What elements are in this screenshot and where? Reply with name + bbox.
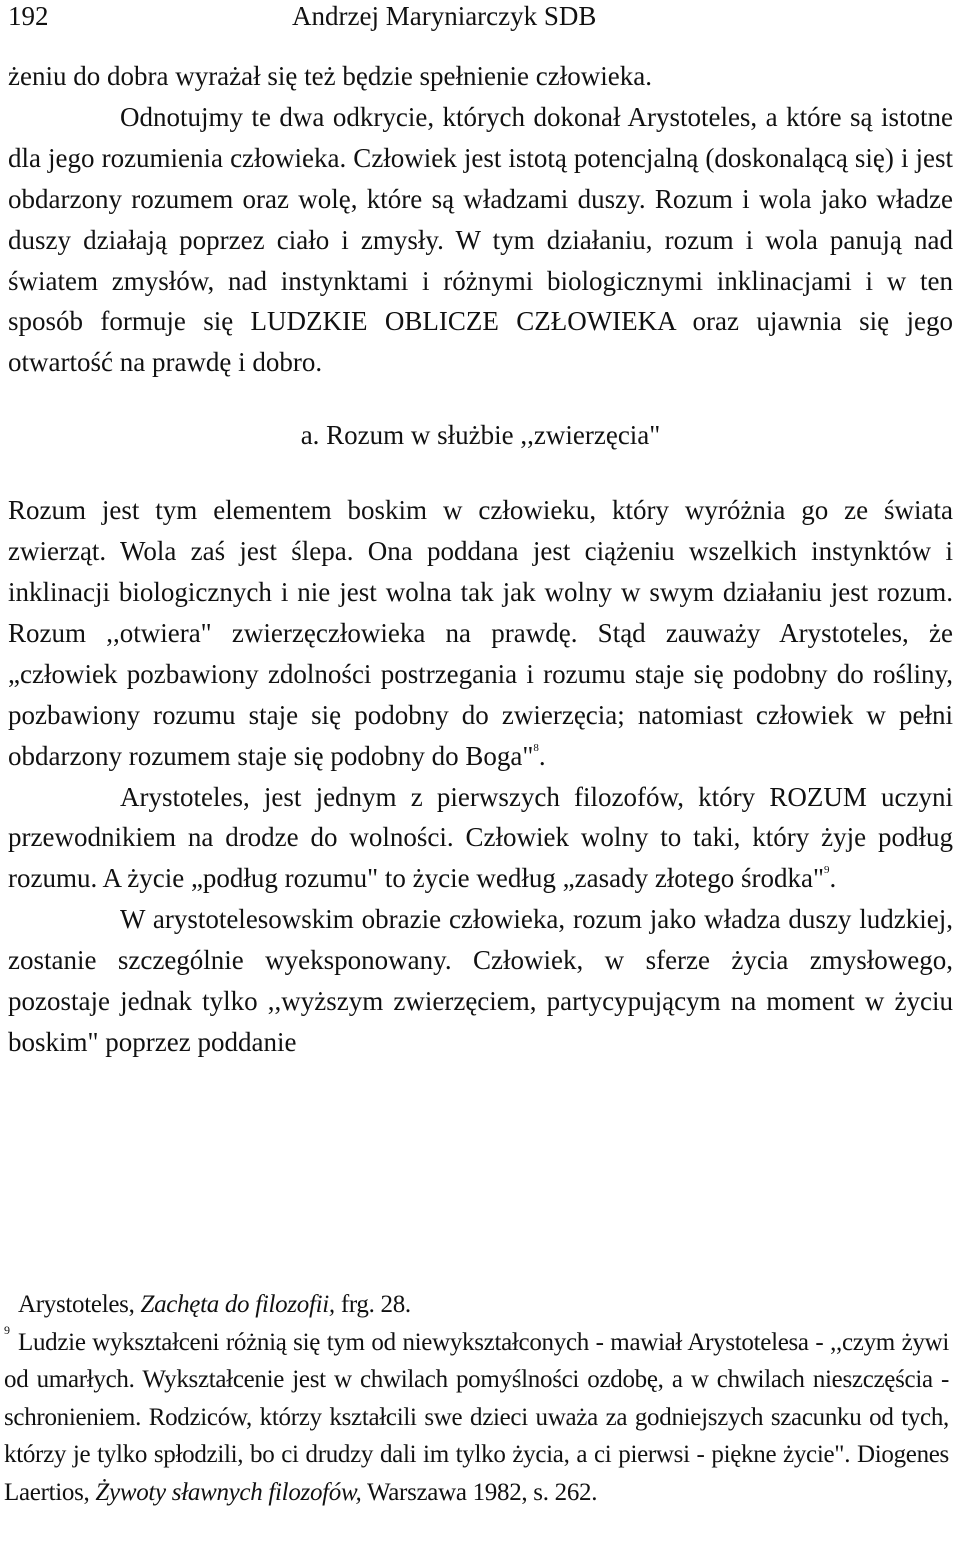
footnote-work-title: Żywoty sławnych filozofów, — [95, 1478, 362, 1506]
footnote-reference-8: 8 — [533, 741, 539, 754]
paragraph-continuation: żeniu do dobra wyrażał się też będzie spełnienie człowieka. — [8, 61, 652, 91]
paragraph-text: Arystoteles, jest jednym z pierwszych filozofów, który ROZUM uczyni przewodnikiem na drodze do wolności. Człowiek wolny to taki, który żyje podług rozumu. A życie „podług rozumu" to życie według „zasady złotego środka" — [8, 781, 953, 894]
page-number: 192 — [8, 1, 49, 31]
paragraph-reason-divine — [8, 490, 953, 776]
main-text — [8, 56, 953, 1063]
section-heading: a. Rozum w służbie ,,zwierzęcia" — [300, 420, 661, 451]
footnote-9 — [4, 1324, 949, 1512]
paragraph-text-end: . — [538, 740, 546, 771]
footnote-8 — [4, 1286, 949, 1324]
footnote-reference: frg. 28. — [334, 1291, 411, 1318]
paragraph-reason-freedom — [8, 777, 953, 900]
paragraph-text-end: . — [829, 863, 837, 894]
paragraph-aristotelian-image: W arystotelesowskim obrazie człowieka, rozum jako władza duszy ludzkiej, zostanie szczególnie wyeksponowany. Człowiek, w sferze życia zmysłowego, pozostaje jednak tylko ,,wyższym zwierzęciem, partycypującym na moment w życiu boskim" poprzez poddanie — [8, 904, 953, 1057]
footnote-reference-9: 9 — [824, 864, 830, 877]
footnote-author: Arystoteles, — [18, 1291, 141, 1318]
paragraph-aristotle-discoveries: Odnotujmy te dwa odkrycie, których dokonał Arystoteles, a które są istotne dla jego rozumienia człowieka. Człowiek jest istotą potencjalną (doskonalącą się) i jest obdarzony rozumem oraz wolę, które są władzami duszy. Rozum i wola jako władze duszy działają poprzez ciało i zmysły. W tym działaniu, rozum i wola panują nad światem zmysłów, nad instynktami i różnymi biologicznymi inklinacjami i w ten sposób formuje się LUDZKIE OBLICZE CZŁOWIEKA oraz ujawnia się jego otwartość na prawdę i dobro. — [8, 101, 953, 378]
page-header — [0, 0, 960, 36]
footnote-marker: 8 — [4, 1285, 10, 1299]
running-head: Andrzej Maryniarczyk SDB — [292, 1, 597, 31]
footnote-marker: 9 — [4, 1322, 10, 1337]
footnote-work-title: Zachęta do filozofii, — [140, 1291, 335, 1318]
paragraph-text: Rozum jest tym elementem boskim w człowieku, który wyróżnia go ze świata zwierząt. Wola zaś jest ślepa. Ona poddana jest ciążeniu wszelkich instynktów i inklinacji biologicznych i nie jest wolna tak jak wolny w swym działaniu jest rozum. Rozum ,,otwiera" zwierzęczłowieka na prawdę. Stąd zauważy Arystoteles, że „człowiek pozbawiony zdolności postrzegania i rozumu staje się podobny do rośliny, pozbawiony rozumu staje się podobny do zwierzęcia; natomiast człowiek w pełni obdarzony rozumem staje się podobny do Boga" — [8, 495, 953, 771]
footnotes — [4, 1286, 949, 1511]
footnote-reference: Warszawa 1982, s. 262. — [361, 1478, 598, 1506]
footnote-text: Ludzie wykształceni różnią się tym od niewykształconych - mawiał Arystotelesa - ,,czym żywi od umarłych. Wykształcenie jest w chwilach pomyślności ozdobę, a w chwilach nieszczęścia - schronieniem. Rodziców, którzy kształcili swe dzieci uważa za godniejszych szacunku od tych, którzy je tylko spłodzili, bo ci drudzy dali im tylko życia, a ci pierwsi - piękne życie". Diogenes Laertios, — [4, 1328, 949, 1506]
